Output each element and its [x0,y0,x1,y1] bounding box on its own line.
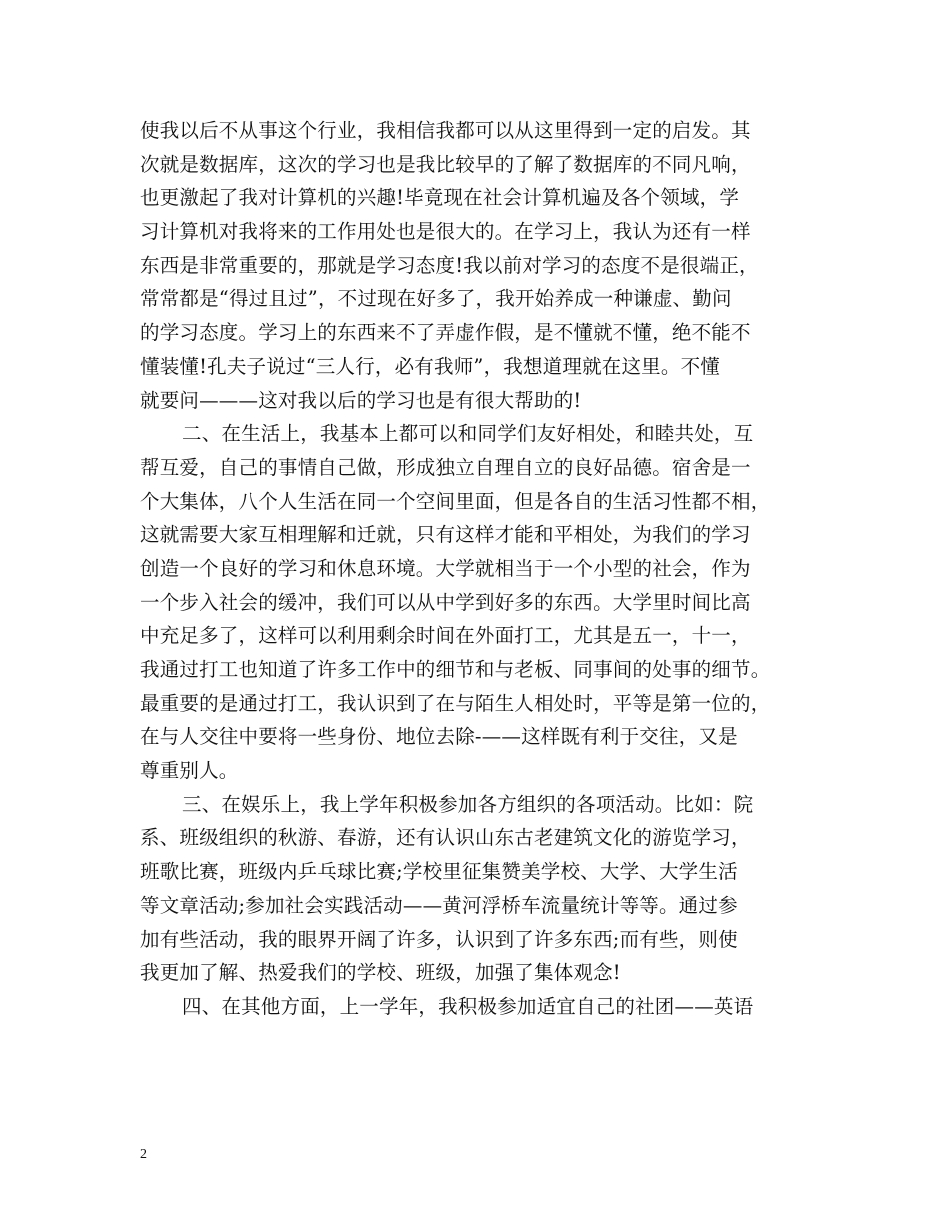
text-line: 中充足多了，这样可以利用剩余时间在外面打工，尤其是五一，十一， [140,624,751,648]
text-line: 习计算机对我将来的工作用处也是很大的。在学习上，我认为还有一样 [140,220,751,244]
text-line: 东西是非常重要的，那就是学习态度!我以前对学习的态度不是很端正， [140,253,759,277]
body-text [140,114,820,1024]
text-line: 次就是数据库，这次的学习也是我比较早的了解了数据库的不同凡响， [140,152,751,176]
text-line: 这就需要大家互相理解和迁就，只有这样才能和平相处，为我们的学习 [140,523,751,547]
text-line: 使我以后不从事这个行业，我相信我都可以从这里得到一定的启发。其 [140,119,751,142]
text-line: 班歌比赛，班级内乒乓球比赛;学校里征集赞美学校、大学、大学生活 [140,860,738,884]
text-line: 我通过打工也知道了许多工作中的细节和与老板、同事间的处事的细节。 [140,658,771,681]
text-line: 系、班级组织的秋游、春游，还有认识山东古老建筑文化的游览学习， [140,826,751,850]
text-line: 懂装懂!孔夫子说过“三人行，必有我师”，我想道理就在这里。不懂 [140,354,720,378]
text-line: 加有些活动，我的眼界开阔了许多，认识到了许多东西;而有些，则使 [140,927,738,951]
text-line: 最重要的是通过打工，我认识到了在与陌生人相处时，平等是第一位的， [140,691,771,715]
text-line: 在与人交往中要将一些身份、地位去除-——这样既有利于交往，又是 [140,725,738,749]
text-line: 也更激起了我对计算机的兴趣!毕竟现在社会计算机遍及各个领域，学 [140,186,740,210]
text-line: 一个步入社会的缓冲，我们可以从中学到好多的东西。大学里时间比高 [140,590,751,614]
text-line: 常常都是“得过且过”，不过现在好多了，我开始养成一种谦虚、勤问 [140,287,732,311]
text-line: 就要问———这对我以后的学习也是有很大帮助的! [140,388,582,412]
text-line: 我更加了解、热爱我们的学校、班级，加强了集体观念! [140,961,621,985]
text-line: 帮互爱，自己的事情自己做，形成独立自理自立的良好品德。宿舍是一 [140,455,751,479]
paragraph-start-line: 三、在娱乐上，我上学年积极参加各方组织的各项活动。比如：院 [182,792,754,816]
text-line: 个大集体，八个人生活在同一个空间里面，但是各自的生活习性都不相， [140,489,771,513]
text-line: 创造一个良好的学习和休息环境。大学就相当于一个小型的社会，作为 [140,556,751,580]
paragraph-start-line: 二、在生活上，我基本上都可以和同学们友好相处，和睦共处，互 [182,422,754,446]
text-line: 等文章活动;参加社会实践活动——黄河浮桥车流量统计等等。通过参 [140,893,738,917]
page-number: 2 [140,1147,147,1162]
text-line: 尊重别人。 [140,759,239,783]
paragraph-start-line: 四、在其他方面，上一学年，我积极参加适宜自己的社团——英语 [182,994,754,1018]
text-line: 的学习态度。学习上的东西来不了弄虚作假，是不懂就不懂，绝不能不 [140,321,751,345]
